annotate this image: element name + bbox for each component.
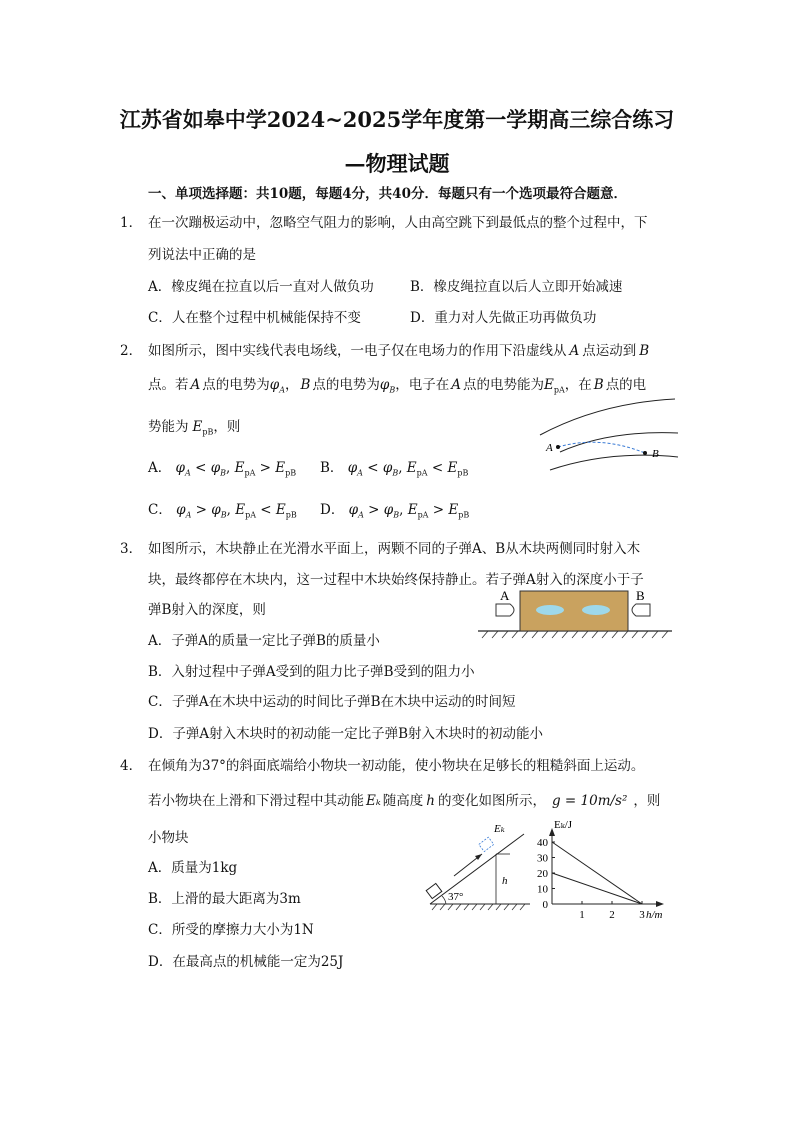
q3-stem-line1: 如图所示，木块静止在光滑水平面上，两颗不同的子弹A、B从木块两侧同时射入木 bbox=[148, 541, 641, 557]
angle-arc bbox=[442, 896, 446, 904]
q4-text: 的变化如图所示， bbox=[437, 793, 546, 809]
q2-text: 点运动到 bbox=[582, 343, 637, 359]
q1-option-c: C．人在整个过程中机械能保持不变 bbox=[148, 310, 361, 326]
q2-phi-a: φ bbox=[269, 377, 280, 393]
q3-option-b: B．入射过程中子弹A受到的阻力比子弹B受到的阻力小 bbox=[148, 664, 475, 680]
q2-text: 点。若 bbox=[148, 377, 189, 393]
q4-option-a: A．质量为1kg bbox=[148, 860, 238, 876]
q4-text: 若小物块在上滑和下滑过程中其动能 bbox=[148, 793, 364, 809]
q4-ek: Eₖ bbox=[366, 793, 381, 809]
section-header: 一、单项选择题：共10题，每题4分，共40分．每题只有一个选项最符合题意． bbox=[148, 186, 627, 202]
q4-text: 随高度 bbox=[382, 793, 424, 809]
q2-sub: A bbox=[279, 385, 285, 395]
q2-opt-label: D． bbox=[320, 502, 345, 518]
q4-option-d: D．在最高点的机械能一定为25J bbox=[148, 954, 344, 970]
q2-field-figure bbox=[530, 395, 680, 475]
y-tick-label: 20 bbox=[537, 868, 548, 880]
q4-stem-line3: 小物块 bbox=[148, 830, 189, 846]
y-axis-label: Eₖ/J bbox=[554, 819, 573, 831]
q1-option-a: A．橡皮绳在拉直以后一直对人做负功 bbox=[148, 279, 374, 295]
q2-var-b: B bbox=[300, 377, 311, 393]
series-line-upper bbox=[552, 842, 642, 904]
q2-text: 势能为 bbox=[148, 419, 189, 435]
y-tick-label: 0 bbox=[542, 899, 548, 911]
bullet-b bbox=[632, 604, 650, 616]
bullet-b-embedded bbox=[582, 605, 610, 615]
q2-number: 2． bbox=[120, 343, 143, 359]
q2-option-a: A． $\varphi_A < \varphi_B$, $E_{pA} > E_{pB}$ bbox=[148, 460, 297, 478]
ek-label: Eₖ bbox=[494, 823, 505, 835]
q4-h: h bbox=[426, 793, 435, 809]
q2-option-c: C． $\varphi_A > \varphi_B$, $E_{pA} < E_{pB}$ bbox=[148, 502, 297, 520]
q3-stem-line2: 块，最终都停在木块内，这一过程中木块始终保持静止。若子弹A射入的深度小于子 bbox=[148, 572, 644, 588]
q2-var-a: A bbox=[451, 377, 461, 393]
q2-energy: E bbox=[192, 419, 203, 435]
q3-number: 3． bbox=[120, 541, 143, 557]
q4-stem-line1: 在倾角为37°的斜面底端给小物块一初动能，使小物块在足够长的粗糙斜面上运动。 bbox=[148, 758, 645, 774]
field-line bbox=[560, 433, 678, 452]
wood-block bbox=[520, 591, 628, 631]
x-axis-arrow bbox=[656, 901, 664, 907]
q2-option-d: D． $\varphi_A > \varphi_B$, $E_{pA} > E_{pB}$ bbox=[320, 502, 470, 520]
q2-stem-line2 bbox=[148, 373, 646, 395]
q3-option-d: D．子弹A射入木块时的初动能一定比子弹B射入木块时的初动能小 bbox=[148, 726, 543, 742]
field-line bbox=[550, 455, 678, 470]
q2-text: ，在 bbox=[564, 377, 592, 393]
q4-incline-figure bbox=[420, 818, 532, 914]
q2-text: 点的电势为 bbox=[202, 377, 270, 393]
q4-number: 4． bbox=[120, 758, 143, 774]
q4-option-b: B．上滑的最大距离为3m bbox=[148, 891, 301, 907]
bullet-a-label: A bbox=[500, 588, 510, 603]
q2-text: 如图所示，图中实线代表电场线，一电子仅在电场力的作用下沿虚线从 bbox=[148, 343, 567, 359]
bullet-a bbox=[496, 604, 514, 616]
y-tick-label: 40 bbox=[537, 837, 548, 849]
small-block bbox=[426, 883, 442, 898]
bullet-a-embedded bbox=[536, 605, 564, 615]
q1-stem-line2: 列说法中正确的是 bbox=[148, 247, 256, 263]
paper-title: 江苏省如皋中学2024~2025学年度第一学期高三综合练习 bbox=[119, 107, 675, 132]
q2-option-b: B． $\varphi_A < \varphi_B$, $E_{pA} < E_{pB}$ bbox=[320, 460, 469, 478]
q4-g: g = 10m/s² bbox=[551, 793, 628, 809]
incline-hatch bbox=[432, 904, 525, 910]
q2-sub: B bbox=[389, 385, 396, 395]
q1-stem-line1: 在一次蹦极运动中，忽略空气阻力的影响，人由高空跳下到最低点的整个过程中，下 bbox=[148, 215, 648, 231]
q2-text: ，电子在 bbox=[395, 377, 450, 393]
paper-subtitle: —物理试题 bbox=[344, 151, 450, 176]
h-label: h bbox=[502, 875, 508, 887]
q2-phi-b: φ bbox=[379, 377, 390, 393]
q2-opt-label: C． bbox=[148, 502, 172, 518]
q4-ek-chart bbox=[530, 818, 676, 918]
q2-text: ， bbox=[284, 377, 299, 393]
q3-block-figure bbox=[478, 588, 674, 646]
y-tick-label: 30 bbox=[537, 852, 548, 865]
q2-stem-line1 bbox=[148, 339, 652, 359]
q4-option-c: C．所受的摩擦力大小为1N bbox=[148, 922, 314, 938]
label-b: B bbox=[652, 448, 659, 460]
q2-var-a: A bbox=[190, 377, 201, 393]
q1-option-d: D．重力对人先做正功再做负功 bbox=[410, 310, 597, 326]
q1-option-b: B．橡皮绳拉直以后人立即开始减速 bbox=[410, 279, 623, 295]
x-tick-label: 1 bbox=[579, 909, 585, 918]
q3-option-c: C．子弹A在木块中运动的时间比子弹B在木块中运动的时间短 bbox=[148, 694, 516, 710]
q3-stem-line3: 弹B射入的深度，则 bbox=[148, 602, 266, 618]
series-line-lower bbox=[552, 873, 642, 904]
q2-text: 点的电 bbox=[605, 377, 647, 393]
q1-number: 1． bbox=[120, 215, 143, 231]
point-b bbox=[643, 451, 647, 455]
label-a: A bbox=[546, 442, 553, 454]
q2-opt-label: B． bbox=[320, 460, 344, 476]
x-tick-label: 2 bbox=[609, 909, 615, 918]
field-line bbox=[540, 399, 675, 435]
x-axis-label: h/m bbox=[646, 909, 663, 918]
q4-stem-line2 bbox=[148, 789, 660, 809]
q4-text: ，则 bbox=[633, 793, 661, 809]
q3-option-a: A．子弹A的质量一定比子弹B的质量小 bbox=[148, 633, 380, 649]
q2-text: 点的电势为 bbox=[312, 377, 380, 393]
x-tick-label: 3 bbox=[639, 909, 645, 918]
angle-label: 37° bbox=[448, 891, 464, 903]
bullet-b-label: B bbox=[636, 588, 645, 603]
ground-hatch bbox=[482, 631, 668, 638]
q2-stem-line3 bbox=[148, 415, 240, 437]
q2-sub: pB bbox=[202, 427, 214, 437]
q2-text: ，则 bbox=[213, 419, 241, 435]
dashed-block bbox=[479, 837, 494, 851]
q2-var-b: B bbox=[593, 377, 604, 393]
y-tick-label: 10 bbox=[537, 883, 548, 896]
incline-surface bbox=[430, 834, 524, 904]
q2-energy: E bbox=[544, 377, 554, 393]
q2-text: 点的电势能为 bbox=[463, 377, 544, 393]
q2-var-a: A bbox=[569, 343, 580, 359]
point-a bbox=[556, 445, 560, 449]
q2-opt-label: A． bbox=[148, 460, 172, 476]
q2-var-b: B bbox=[639, 343, 650, 359]
q2-sub: pA bbox=[553, 385, 565, 395]
